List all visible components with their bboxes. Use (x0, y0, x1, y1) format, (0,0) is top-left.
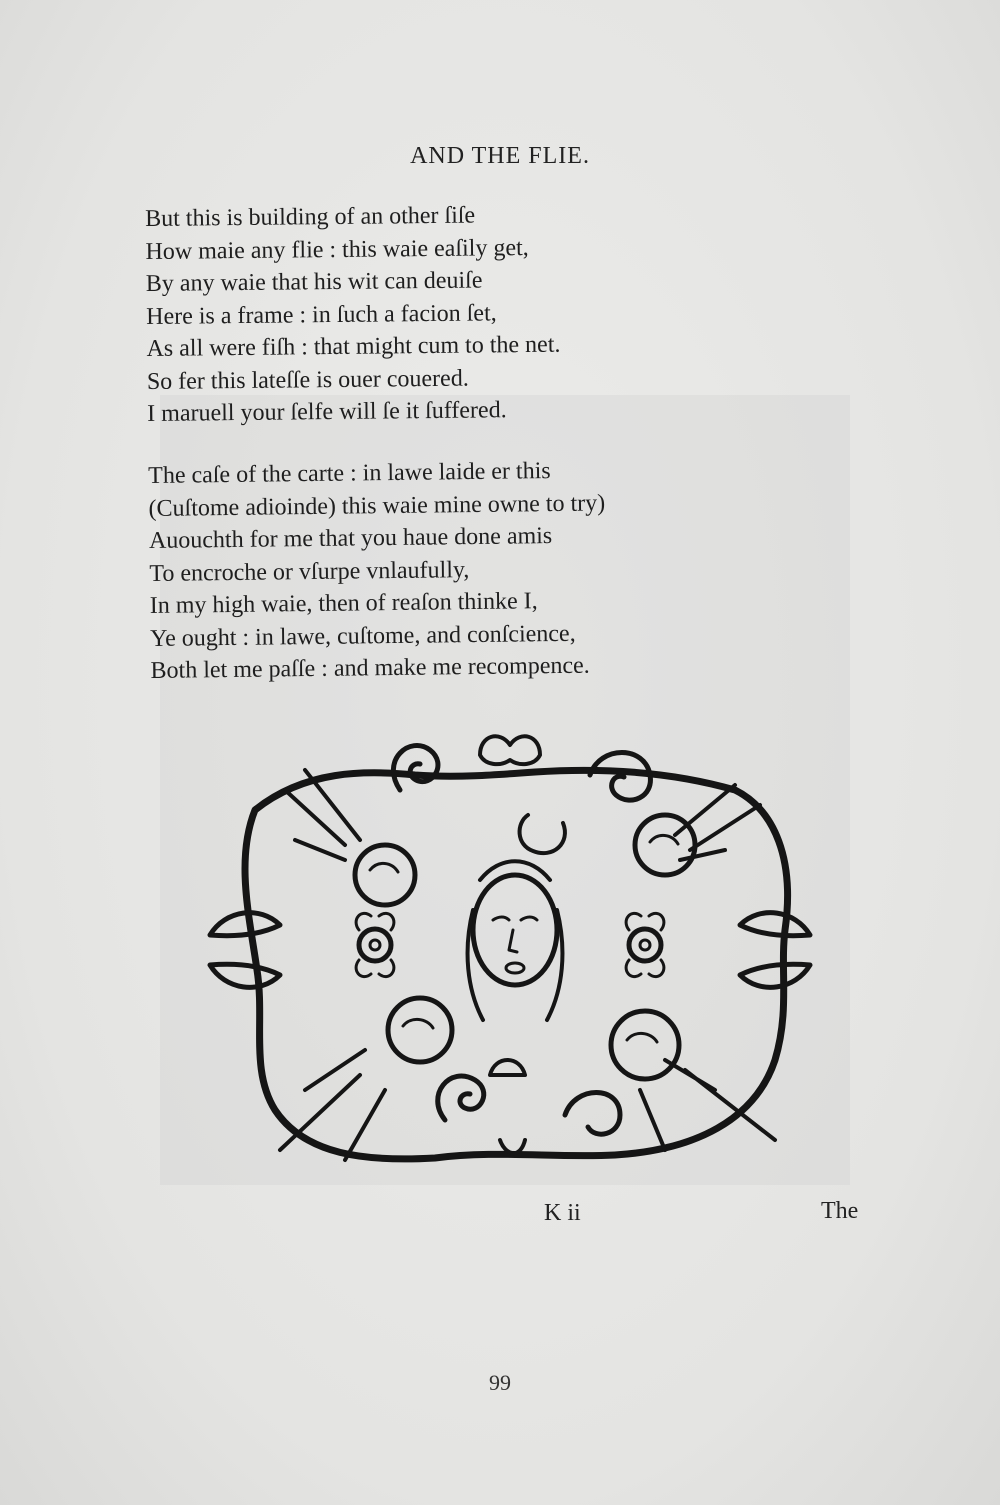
page-number: 99 (489, 1370, 511, 1395)
verse-line: By any waie that his wit can deuiſe (145, 267, 483, 297)
verse-line: Ye ought : in lawe, cuſtome, and conſcience, (150, 620, 576, 652)
verse-line: In my high waie, then of reaſon thinke I, (149, 588, 538, 619)
verse-line: Both let me paſſe : and make me recompence. (150, 652, 590, 684)
running-head: AND THE FLIE. (410, 143, 590, 169)
verse-line: (Cuſtome adioinde) this waie mine owne to try) (148, 489, 606, 522)
verse-line: Auouchth for me that you haue done amis (148, 523, 553, 554)
verse-line: I maruell your ſelfe will ſe it ſuffered. (147, 397, 507, 427)
signature-mark: K ii (544, 1200, 581, 1226)
stanza-2 (148, 454, 607, 687)
stanza-1 (145, 199, 561, 431)
catchword: The (821, 1198, 859, 1224)
verse-line: So fer this lateſſe is ouer couered. (146, 365, 469, 395)
verse-line: The caſe of the carte : in lawe laide er this (148, 458, 551, 489)
verse-line: To encroche or vſurpe vnlaufully, (149, 556, 470, 587)
verse-line: As all were fiſh : that might cum to the net. (146, 331, 561, 362)
verse-line: But this is building of an other ſiſe (145, 202, 476, 232)
verse-line: Here is a frame : in ſuch a facion ſet, (146, 299, 497, 330)
woodcut-ornament-icon (195, 730, 825, 1180)
verse-line: How maie any flie : this waie eaſily get, (145, 234, 529, 265)
